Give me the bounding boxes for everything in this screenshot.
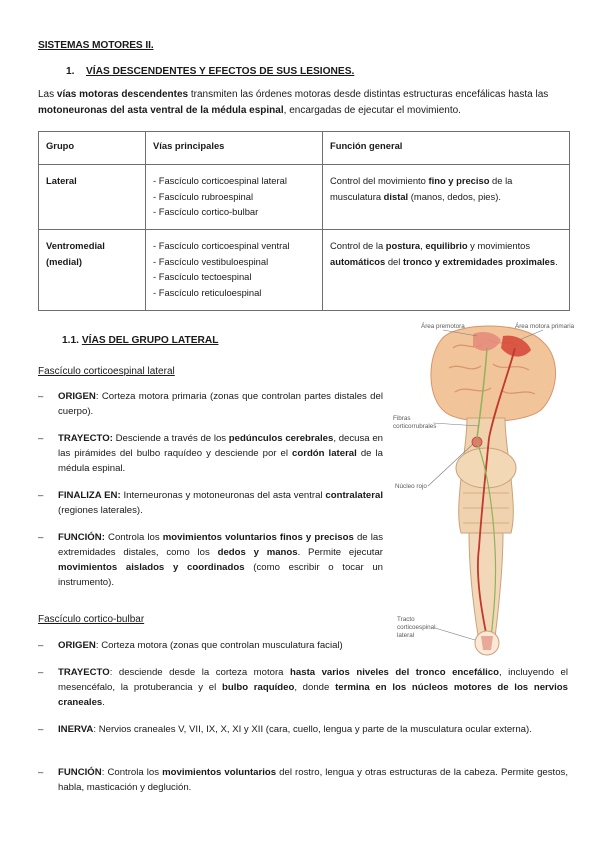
tract-label: corticoespinal <box>397 624 436 631</box>
subsection-number: 1.1. <box>62 335 79 346</box>
table-header: Vías principales <box>146 132 323 165</box>
section-heading <box>66 66 354 77</box>
table-row <box>39 165 570 230</box>
list-item: – FUNCIÓN: Controla los movimientos voluntarios del rostro, lengua y otras estructuras de la cabeza. Permite gestos, habla, masticación y deglución. <box>38 767 568 793</box>
list-item: – ORIGEN: Corteza motora primaria (zonas que controlan partes distales del cuerpo). <box>38 391 383 417</box>
red-nucleus-label: Núcleo rojo <box>395 483 427 490</box>
section-number: 1. <box>66 66 75 77</box>
subsection-title: VÍAS DEL GRUPO LATERAL <box>81 335 219 346</box>
tract-label: lateral <box>397 632 415 639</box>
groups-table <box>38 131 570 311</box>
primary-motor-label: Área motora primaria <box>515 323 575 330</box>
premotor-label: Área premotora <box>421 323 465 330</box>
table-header-row <box>39 132 570 165</box>
list-item: – TRAYECTO: desciende desde la corteza motora hasta varios niveles del tronco encefálico, incluyendo el mesencéfalo, la protuberancia y el bulbo raquídeo, donde termina en los núcleos motores de los nervios craneales. <box>38 667 568 708</box>
tract-label: Tracto <box>397 616 415 623</box>
table-row <box>39 230 570 311</box>
function-cell: Control de la postura, equilibrio y movimientos automáticos del tronco y extremidades proximales. <box>323 230 570 311</box>
fibers-label: Fibras <box>393 415 411 422</box>
gray-matter-shape <box>481 636 493 650</box>
pathways-cell: - Fascículo corticoespinal ventral - Fascículo vestibuloespinal - Fascículo tectoespinal - Fascículo reticuloespinal <box>146 230 323 311</box>
list-item: – TRAYECTO: Desciende a través de los pedúnculos cerebrales, decusa en las pirámides del bulbo raquídeo y desciende por el cordón lateral de la médula espinal. <box>38 433 383 474</box>
fibers-label: corticorrubrales <box>393 423 437 430</box>
group-cell: Lateral <box>39 165 146 230</box>
group-cell: Ventromedial (medial) <box>39 230 146 311</box>
table-header: Función general <box>323 132 570 165</box>
list-item: – FUNCIÓN: Controla los movimientos voluntarios finos y precisos de las extremidades distales, como los dedos y manos. Permite ejecutar movimientos aislados y coordinados (como escribir o tocar un instrumento). <box>38 532 384 588</box>
tract-title: Fascículo corticoespinal lateral <box>38 366 175 377</box>
intro-paragraph: Las vías motoras descendentes transmiten las órdenes motoras desde distintas estructuras encefálicas hasta las motoneuronas del asta ventral de la médula espinal, encargadas de ejecutar el movimiento. <box>38 89 549 116</box>
function-cell: Control del movimiento fino y preciso de la musculatura distal (manos, dedos, pies). <box>323 165 570 230</box>
subsection-heading <box>62 335 218 346</box>
tract-title: Fascículo cortico-bulbar <box>38 614 145 625</box>
list-item: – FINALIZA EN: Interneuronas y motoneuronas del asta ventral contralateral (regiones laterales). <box>38 490 383 516</box>
document-title: SISTEMAS MOTORES II. <box>38 40 154 51</box>
section-title: VÍAS DESCENDENTES Y EFECTOS DE SUS LESIONES. <box>86 66 355 77</box>
table-header: Grupo <box>39 132 146 165</box>
brain-pathway-figure <box>383 318 588 658</box>
pathways-cell: - Fascículo corticoespinal lateral - Fascículo rubroespinal - Fascículo cortico-bulbar <box>146 165 323 230</box>
list-item: – ORIGEN: Corteza motora (zonas que controlan musculatura facial) <box>38 640 343 651</box>
list-item: – INERVA: Nervios craneales V, VII, IX, X, XI y XII (cara, cuello, lengua y parte de la musculatura ocular externa). <box>38 724 532 735</box>
